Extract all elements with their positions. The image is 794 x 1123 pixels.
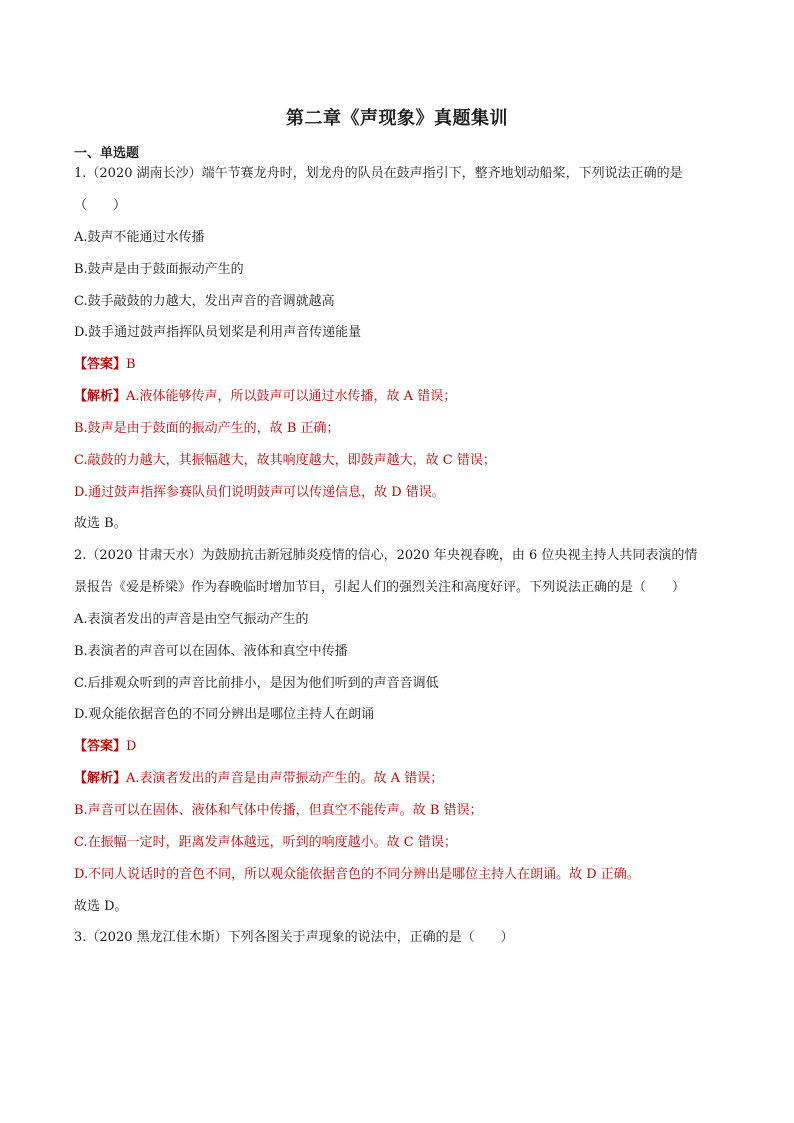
q1-analysis-1 [74,388,734,406]
q1-option-c: C.鼓手敲鼓的力越大，发出声音的音调就越高 [74,294,335,309]
q2-stem-line1: 2.（2020 甘肃天水）为鼓励抗击新冠肺炎疫情的信心，2020 年央视春晚，由 6 位央视主持人共同表演的情 [74,548,698,563]
analysis-text: A.表演者发出的声音是由声带振动产生的。故 A 错误； [126,771,444,786]
analysis-tag: 【解析】 [74,771,127,786]
q2-answer [74,738,734,756]
q1-conclusion: 故选 B。 [74,516,127,531]
q2-analysis-1 [74,770,734,788]
q2-analysis-4: D.不同人说话时的音色不同，所以观众能依据音色的不同分辨出是哪位主持人在朗诵。故 D 正确。 [74,867,640,882]
q3-stem-line1: 3.（2020 黑龙江佳木斯）下列各图关于声现象的说法中，正确的是（ ） [74,930,514,945]
q2-analysis-2: B.声音可以在固体、液体和气体中传播，但真空不能传声。故 B 错误； [74,803,483,818]
q1-option-d: D.鼓手通过鼓声指挥队员划桨是利用声音传递能量 [74,325,362,340]
q2-stem-line2: 景报告《爱是桥梁》作为春晚临时增加节目，引起人们的强烈关注和高度好评。下列说法正确的是（ ） [74,580,686,595]
q1-analysis-4: D.通过鼓声指挥参赛队员们说明鼓声可以传递信息，故 D 错误。 [74,485,445,500]
analysis-tag: 【解析】 [74,389,127,404]
q2-option-d: D.观众能依据音色的不同分辨出是哪位主持人在朗诵 [74,707,375,722]
q1-analysis-3: C.敲鼓的力越大，其振幅越大，故其响度越大，即鼓声越大，故 C 错误； [74,453,496,468]
q2-option-a: A.表演者发出的声音是由空气振动产生的 [74,612,309,627]
section-heading: 一、单选题 [74,146,140,161]
q2-analysis-3: C.在振幅一定时，距离发声体越远，听到的响度越小。故 C 错误； [74,835,457,850]
document-title: 第二章《声现象》真题集训 [286,108,508,129]
q1-stem-line1: 1.（2020 湖南长沙）端午节赛龙舟时，划龙舟的队员在鼓声指引下，整齐地划动船桨，下列说法正确的是 [74,166,683,181]
answer-value: D [126,739,137,754]
q2-option-c: C.后排观众听到的声音比前排小，是因为他们听到的声音音调低 [74,676,439,691]
q2-option-b: B.表演者的声音可以在固体、液体和真空中传播 [74,644,348,659]
q1-analysis-2: B.鼓声是由于鼓面的振动产生的，故 B 正确； [74,421,340,436]
analysis-text: A.液体能够传声，所以鼓声可以通过水传播，故 A 错误； [126,389,457,404]
q1-option-b: B.鼓声是由于鼓面振动产生的 [74,262,244,277]
q1-answer [74,356,734,374]
q1-stem-line2: （ ） [74,198,127,213]
answer-tag: 【答案】 [74,739,127,754]
q2-conclusion: 故选 D。 [74,899,128,914]
answer-value: B [126,357,136,372]
answer-tag: 【答案】 [74,357,127,372]
q1-option-a: A.鼓声不能通过水传播 [74,230,205,245]
